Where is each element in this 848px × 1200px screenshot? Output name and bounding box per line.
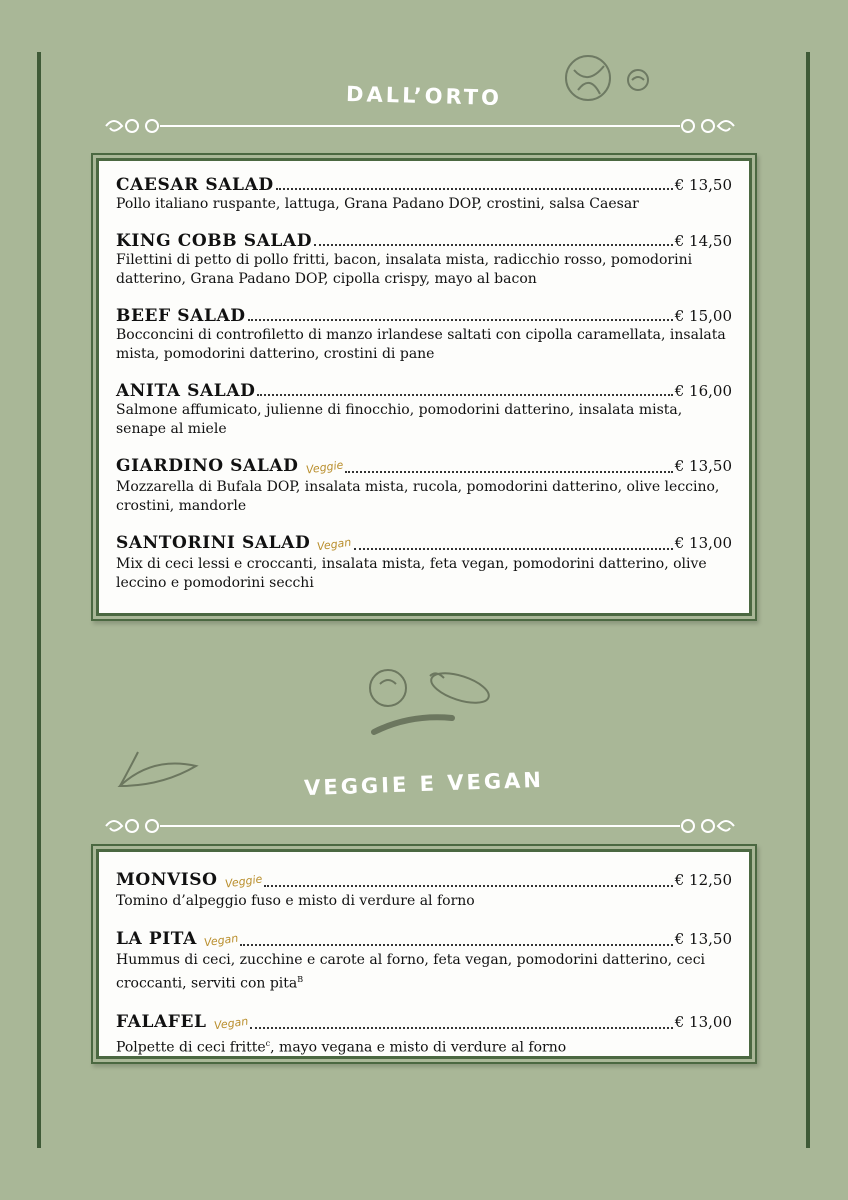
menu-item-header <box>116 175 732 195</box>
dot-leader <box>314 243 673 246</box>
diet-tag: Vegan <box>203 931 239 950</box>
dish-price: € 13,50 <box>674 176 732 194</box>
dot-leader <box>250 1026 673 1029</box>
dish-description <box>116 401 732 439</box>
dish-description <box>116 951 732 994</box>
dish-description <box>116 251 732 289</box>
dish-name: CAESAR SALAD <box>116 175 274 195</box>
menu-item-header <box>116 306 732 326</box>
menu-item <box>116 929 732 994</box>
dot-leader <box>345 470 673 473</box>
menu-item <box>116 1012 732 1058</box>
dish-description-text: Hummus di ceci, zucchine e carote al forno, feta vegan, pomodorini datterino, ceci croccanti, serviti con pita <box>116 952 706 992</box>
menu-item <box>116 175 732 214</box>
dish-name: GIARDINO SALAD <box>116 456 299 476</box>
menu-item-header <box>116 231 732 251</box>
dish-description-text: Salmone affumicato, julienne di finocchio, pomodorini datterino, insalata mista, senape al miele <box>116 402 683 437</box>
menu-item-header <box>116 456 732 478</box>
dish-description-text: Tomino d’alpeggio fuso e misto di verdure al forno <box>116 893 475 909</box>
dish-description-text: Mozzarella di Bufala DOP, insalata mista, rucola, pomodorini datterino, olive leccino, crostini, mandorle <box>116 479 720 514</box>
dish-name: LA PITA <box>116 929 197 949</box>
dish-description-text: Pollo italiano ruspante, lattuga, Grana Padano DOP, crostini, salsa Caesar <box>116 196 639 212</box>
dish-price: € 14,50 <box>674 232 732 250</box>
dish-description-continued: , mayo vegana e misto di verdure al forno <box>270 1039 567 1056</box>
diet-tag: Vegan <box>212 1014 249 1032</box>
allergen-marker: B <box>297 975 304 984</box>
menu-item <box>116 381 732 439</box>
dish-price: € 13,00 <box>674 534 732 552</box>
menu-item-header <box>116 1012 732 1034</box>
menu-panel-veggie-vegan <box>96 849 752 1059</box>
menu-item <box>116 533 732 593</box>
dot-leader <box>264 884 673 887</box>
menu-item <box>116 456 732 516</box>
dot-leader <box>276 187 673 190</box>
dish-description-text: Mix di ceci lessi e croccanti, insalata mista, feta vegan, pomodorini datterino, olive leccino e pomodorini secchi <box>116 556 707 591</box>
menu-item <box>116 306 732 364</box>
menu-item-header <box>116 870 732 892</box>
menu-item-header <box>116 929 732 951</box>
dish-description-text: Bocconcini di controfiletto di manzo irlandese saltati con cipolla caramellata, insalata mista, pomodorini datterino, crostini di pane <box>116 327 726 362</box>
dish-name: MONVISO <box>116 870 218 890</box>
dot-leader <box>257 393 672 396</box>
menu-item-header <box>116 381 732 401</box>
dish-description <box>116 892 732 911</box>
dish-name: KING COBB SALAD <box>116 231 313 251</box>
tomato-eggplant-carrot-illustration-icon <box>360 662 500 742</box>
dish-price: € 13,50 <box>674 930 732 948</box>
dish-name: FALAFEL <box>116 1011 207 1032</box>
menu-item-header <box>116 533 732 555</box>
dot-leader <box>240 943 672 946</box>
dish-price: € 16,00 <box>674 382 732 400</box>
diet-tag: Veggie <box>304 458 344 477</box>
dish-description <box>116 555 732 593</box>
dot-leader <box>354 547 673 550</box>
section-title-veggie-vegan: VEGGIE E VEGAN <box>303 767 545 801</box>
section-title-dallorto: DALL’ORTO <box>345 81 503 111</box>
dish-price: € 12,50 <box>674 871 732 889</box>
diet-tag: Vegan <box>316 535 353 554</box>
dish-description <box>116 478 732 516</box>
menu-item <box>116 231 732 289</box>
dish-price: € 13,50 <box>674 457 732 475</box>
diet-tag: Veggie <box>223 872 263 891</box>
dish-description <box>116 1034 732 1058</box>
dish-price: € 15,00 <box>674 307 732 325</box>
dish-description <box>116 326 732 364</box>
menu-panel-dallorto <box>96 158 752 616</box>
dish-description <box>116 195 732 214</box>
menu-item <box>116 870 732 911</box>
allergen-marker: c <box>265 1038 271 1048</box>
dish-name: SANTORINI SALAD <box>116 533 311 553</box>
dish-description-text: Polpette di ceci fritte <box>116 1039 266 1056</box>
flourish-ornament-icon <box>102 812 738 840</box>
right-border-line <box>806 52 810 1148</box>
dish-name: ANITA SALAD <box>116 381 256 401</box>
dish-price: € 13,00 <box>674 1012 732 1031</box>
left-border-line <box>37 52 41 1148</box>
flourish-ornament-icon <box>102 112 738 140</box>
dish-name: BEEF SALAD <box>116 306 246 326</box>
dot-leader <box>248 318 673 321</box>
dish-description-text: Filettini di petto di pollo fritti, bacon, insalata mista, radicchio rosso, pomodorini datterino, Grana Padano DOP, cipolla crispy, mayo al bacon <box>116 252 693 287</box>
